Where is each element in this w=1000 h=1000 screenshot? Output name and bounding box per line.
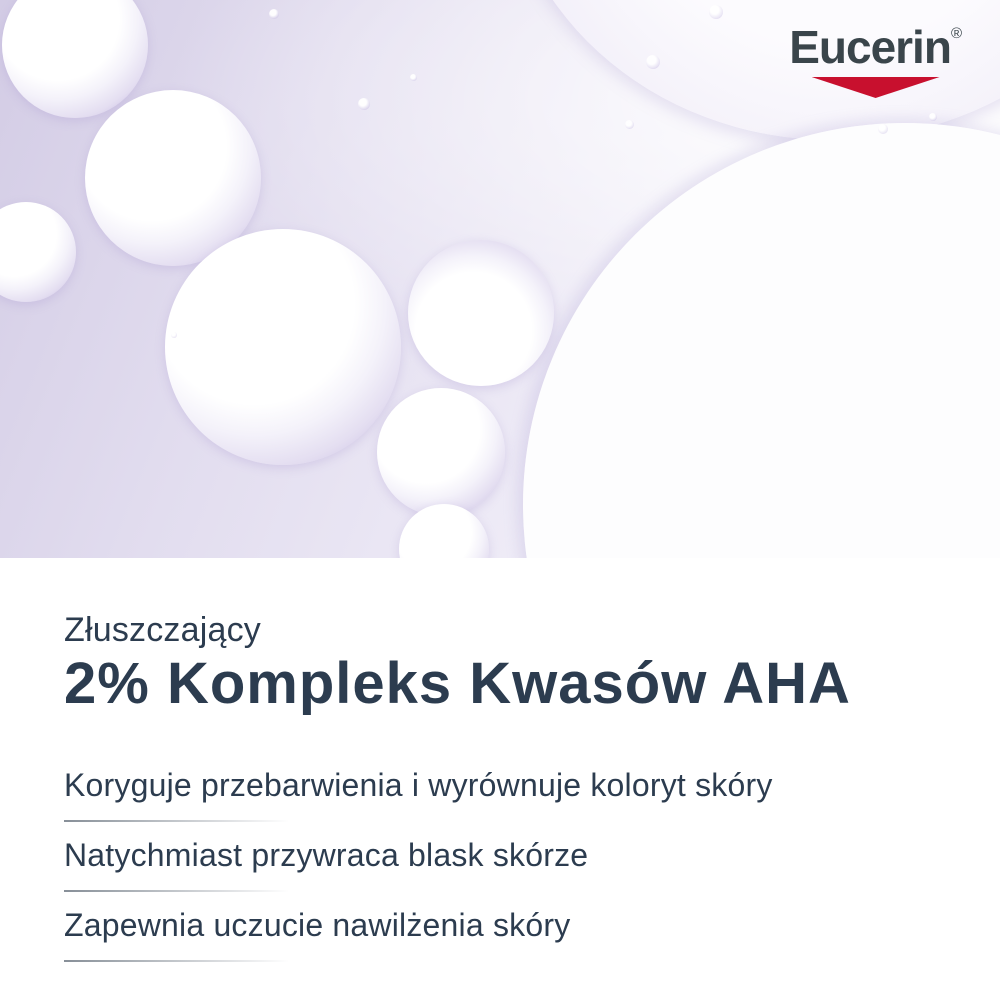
product-eyebrow: Złuszczający	[64, 611, 262, 649]
gel-bubble-large-right	[523, 123, 1000, 558]
gel-droplet	[358, 98, 370, 110]
gel-droplet	[878, 124, 888, 134]
gel-droplet	[171, 332, 177, 338]
product-info-section	[0, 558, 1000, 962]
benefit-list	[64, 767, 936, 962]
eucerin-triangle-icon	[812, 77, 940, 98]
divider	[64, 960, 289, 962]
gel-droplet	[646, 55, 660, 69]
gel-droplet	[625, 120, 634, 129]
gel-droplet	[410, 74, 417, 81]
gel-bubble	[408, 240, 554, 386]
benefit-text: Koryguje przebarwienia i wyrównuje koloryt skóry	[64, 767, 773, 804]
product-title: 2% Kompleks Kwasów AHA	[64, 651, 851, 717]
gel-bubble	[377, 388, 505, 516]
benefit-text: Natychmiast przywraca blask skórze	[64, 837, 589, 874]
benefit-text: Zapewnia uczucie nawilżenia skóry	[64, 907, 571, 944]
benefit-item	[64, 837, 936, 892]
gel-droplet	[929, 113, 937, 121]
gel-bubble	[165, 229, 401, 465]
gel-bubble	[0, 202, 76, 302]
gel-bubble	[2, 0, 148, 118]
divider	[64, 890, 289, 892]
benefit-item	[64, 767, 936, 822]
eucerin-wordmark	[789, 21, 962, 73]
benefit-item	[64, 907, 936, 962]
eucerin-wordmark-text: Eucerin	[789, 21, 951, 73]
divider	[64, 820, 289, 822]
registered-trademark-mark: ®	[950, 25, 962, 42]
gel-droplet	[269, 9, 279, 19]
eucerin-logo	[789, 21, 962, 98]
gel-droplet	[709, 5, 723, 19]
gel-bubble	[399, 504, 489, 558]
